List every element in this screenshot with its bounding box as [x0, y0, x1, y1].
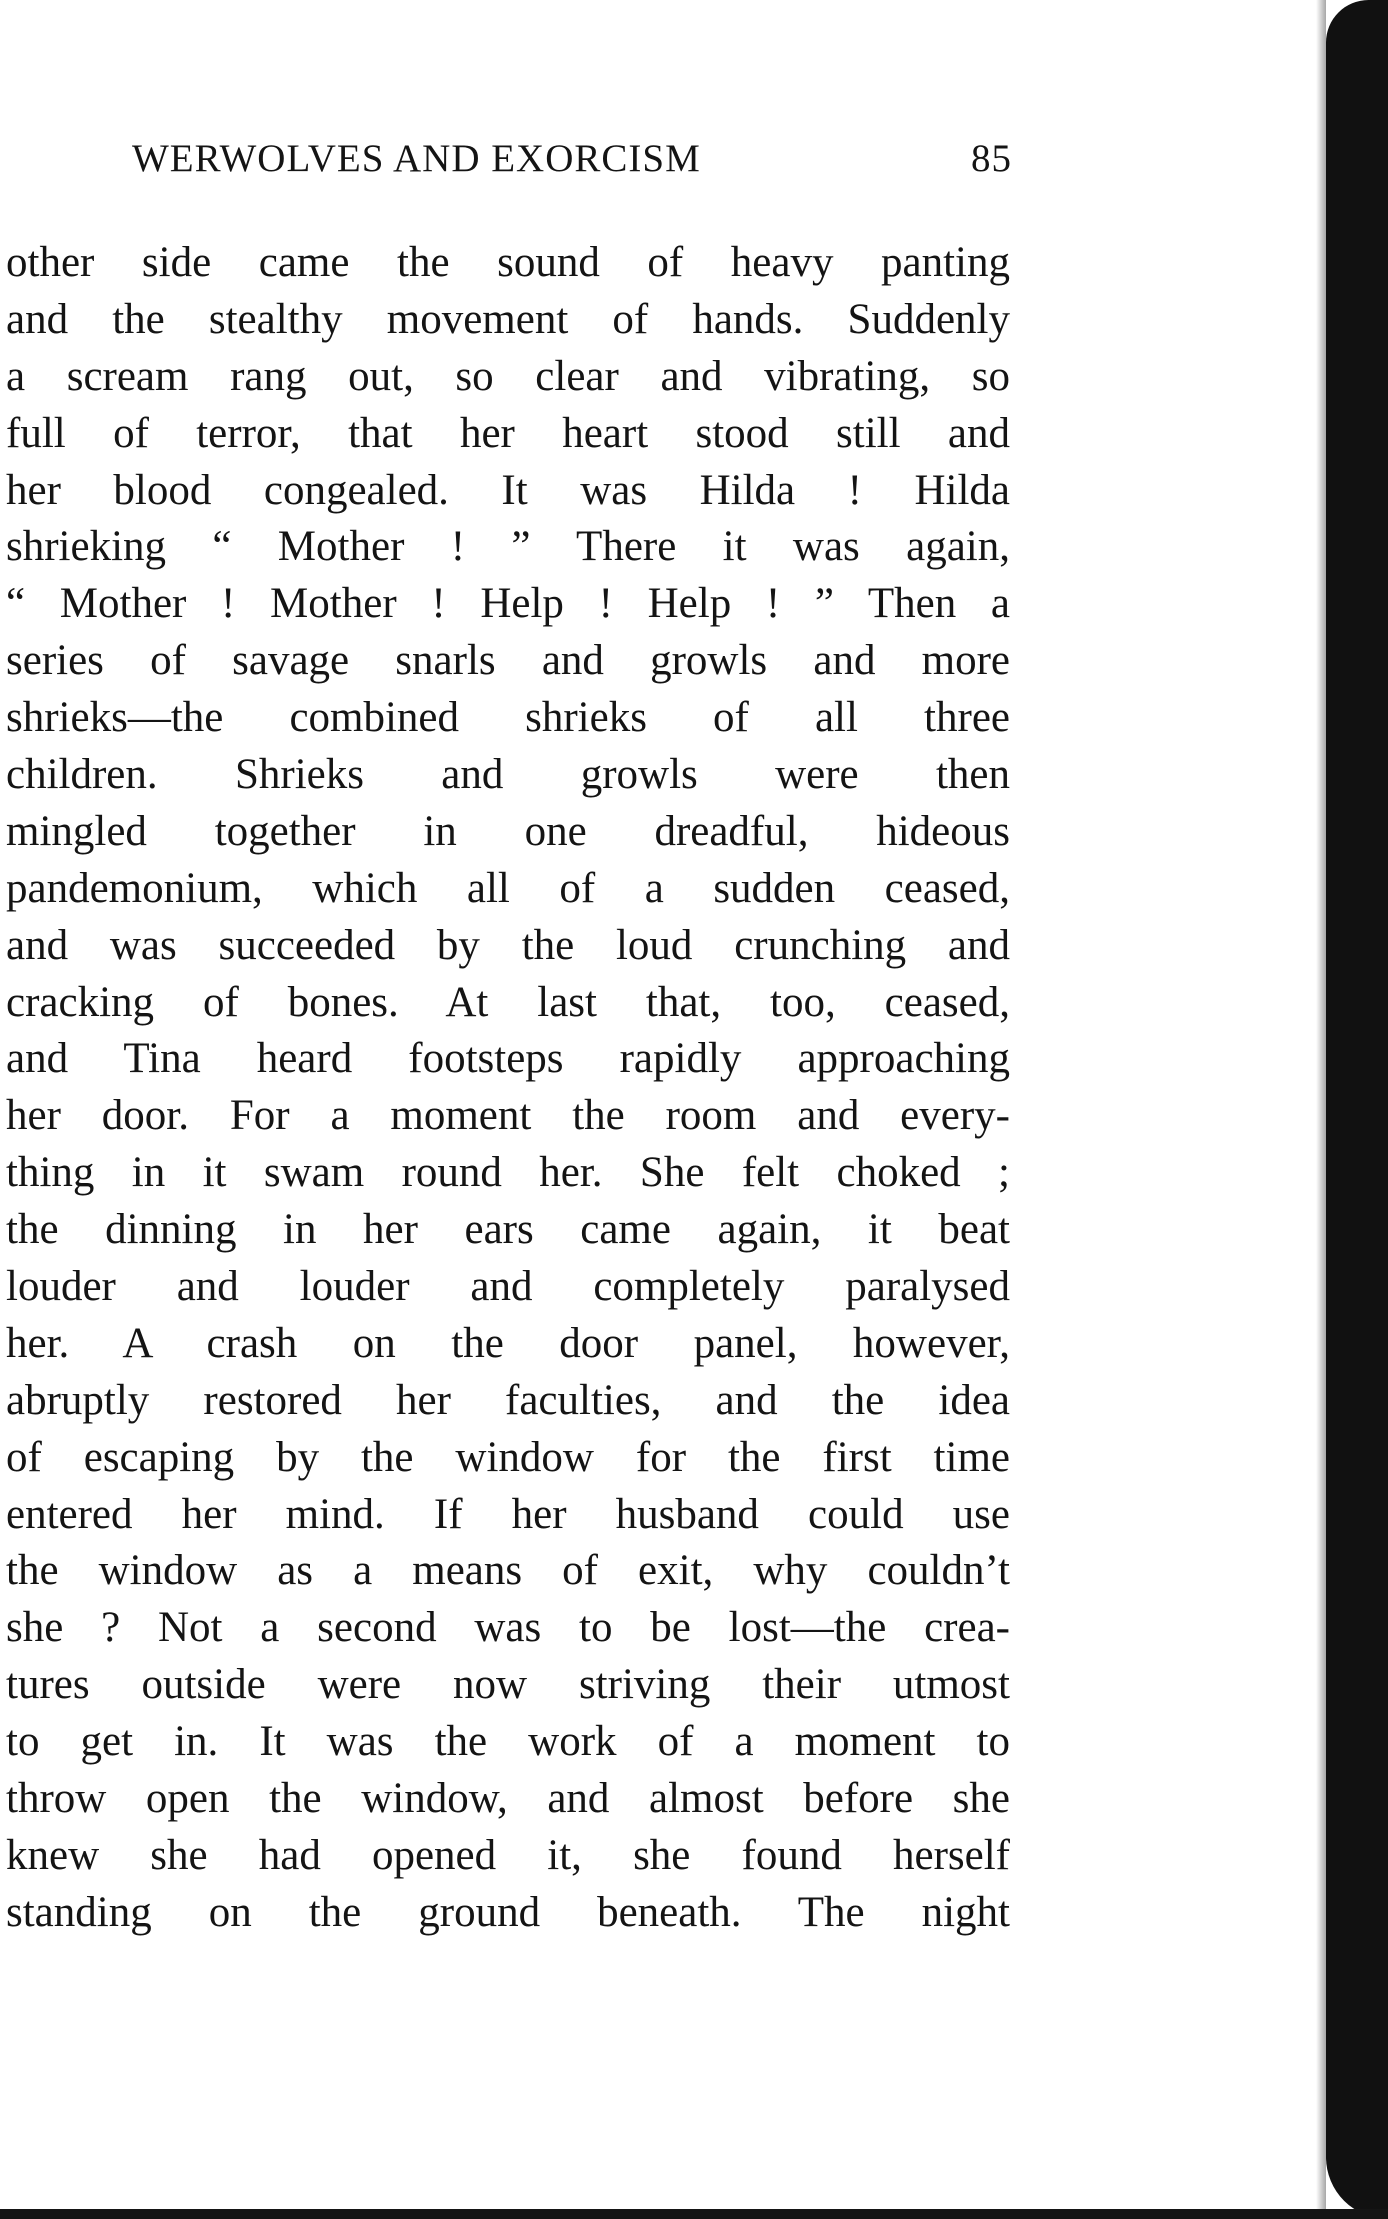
text-line: and Tina heard footsteps rapidly approaching — [6, 1035, 1010, 1083]
text-line: her. A crash on the door panel, however, — [6, 1319, 1010, 1367]
text-line: a scream rang out, so clear and vibrating, so — [6, 352, 1010, 400]
text-line: tures outside were now striving their utmost — [6, 1661, 1010, 1709]
text-line: entered her mind. If her husband could use — [6, 1490, 1010, 1538]
text-line: shrieking “ Mother ! ” There it was again, — [6, 523, 1010, 571]
running-head — [132, 136, 1012, 186]
text-line: her blood congealed. It was Hilda ! Hilda — [6, 466, 1010, 514]
text-line: cracking of bones. At last that, too, ceased, — [6, 978, 1010, 1026]
text-line: standing on the ground beneath. The night — [6, 1888, 1010, 1936]
text-line: pandemonium, which all of a sudden ceased, — [6, 864, 1010, 912]
text-line: the dinning in her ears came again, it beat — [6, 1206, 1010, 1254]
text-line: “ Mother ! Mother ! Help ! Help ! ” Then a — [6, 580, 1010, 628]
text-line: mingled together in one dreadful, hideous — [6, 807, 1010, 855]
text-line: other side came the sound of heavy panting — [6, 239, 1010, 286]
body-text — [6, 235, 1010, 1942]
page-edge-shadow — [1326, 0, 1388, 2219]
text-line: and was succeeded by the loud crunching and — [6, 921, 1010, 969]
text-line: full of terror, that her heart stood still and — [6, 409, 1010, 457]
text-line: to get in. It was the work of a moment to — [6, 1718, 1010, 1766]
text-line: abruptly restored her faculties, and the idea — [6, 1376, 1010, 1424]
page-number: 85 — [971, 137, 1012, 180]
text-line: her door. For a moment the room and every- — [6, 1092, 1010, 1140]
text-line: the window as a means of exit, why couldn’t — [6, 1547, 1010, 1595]
text-line: knew she had opened it, she found herself — [6, 1831, 1010, 1879]
page-bottom-edge — [0, 2209, 1388, 2219]
text-line: louder and louder and completely paralysed — [6, 1263, 1010, 1311]
running-head-title: WERWOLVES AND EXORCISM — [132, 137, 701, 180]
text-line: of escaping by the window for the first time — [6, 1433, 1010, 1481]
text-line: throw open the window, and almost before she — [6, 1775, 1010, 1823]
text-line: shrieks—the combined shrieks of all three — [6, 694, 1010, 742]
text-line: thing in it swam round her. She felt choked ; — [6, 1149, 1010, 1197]
text-line: series of savage snarls and growls and more — [6, 637, 1010, 685]
text-line: she ? Not a second was to be lost—the crea- — [6, 1604, 1010, 1652]
text-line: children. Shrieks and growls were then — [6, 751, 1010, 799]
text-line: and the stealthy movement of hands. Suddenly — [6, 295, 1010, 343]
